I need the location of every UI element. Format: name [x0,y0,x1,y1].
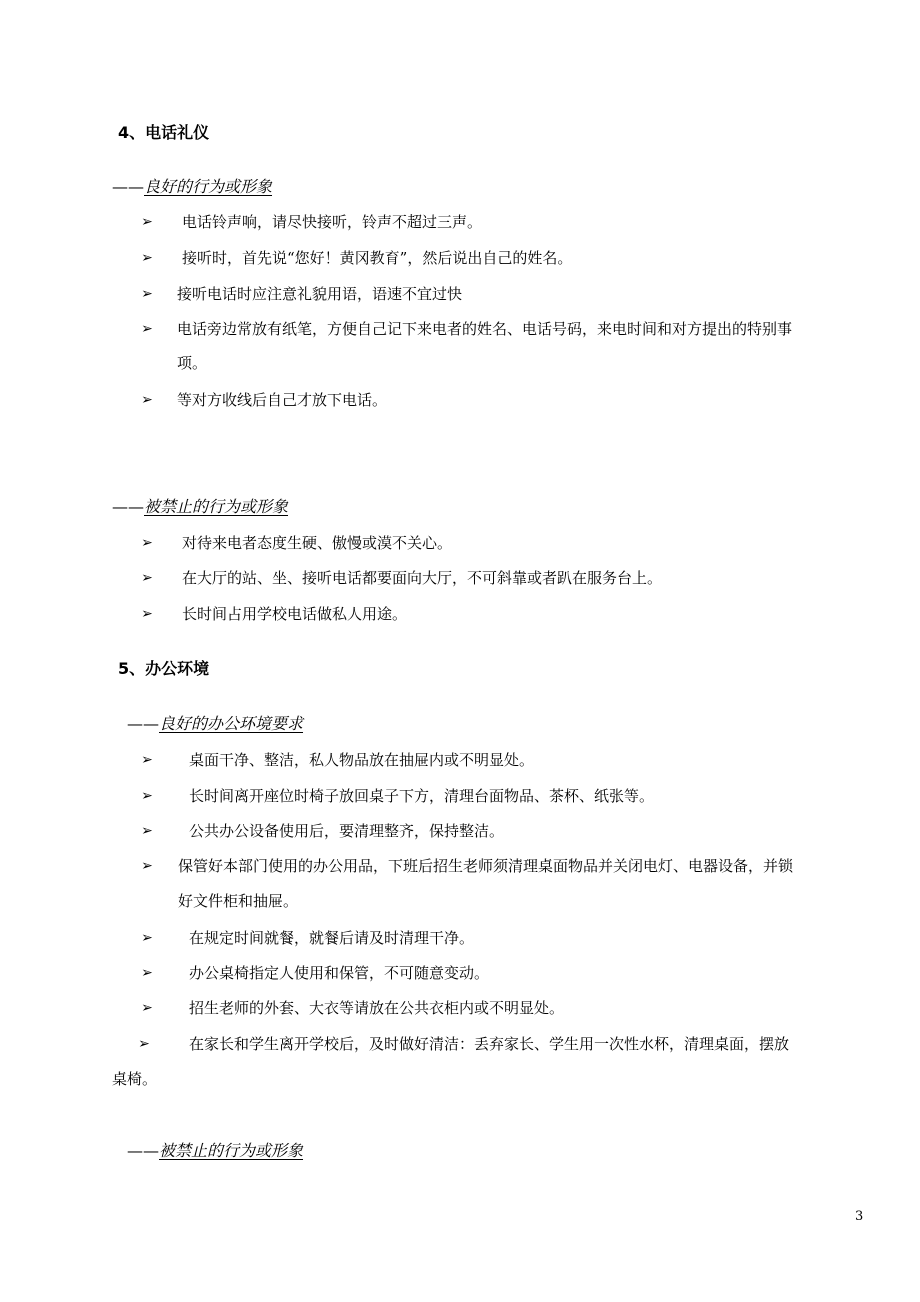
list-item: 对待来电者态度生硬、傲慢或漠不关心。 [182,534,453,552]
list-item: 在规定时间就餐，就餐后请及时清理干净。 [189,929,475,947]
page-number: 3 [855,1209,864,1224]
subheading-label: 被禁止的行为或形象 [159,1141,304,1160]
list-item: 电话旁边常放有纸笔，方便自己记下来电者的姓名、电话号码，来电时间和对方提出的特别事 [177,320,793,338]
bullet-icon: ➢ [141,321,153,337]
bullet-icon: ➢ [138,1036,150,1052]
list-item-continuation: 桌椅。 [112,1070,158,1088]
subheading-label: 被禁止的行为或形象 [144,497,289,516]
section-5-good-subheading [127,714,303,734]
bullet-icon: ➢ [141,286,153,302]
list-item: 在家长和学生离开学校后，及时做好清洁：丢弃家长、学生用一次性水杯，清理桌面，摆放 [189,1035,790,1053]
bullet-icon: ➢ [141,788,153,804]
list-item: 电话铃声响，请尽快接听，铃声不超过三声。 [182,213,483,231]
section-5-title: 5、办公环境 [118,659,210,678]
list-item-continuation: 项。 [177,354,208,372]
section-5-bad-subheading [127,1141,303,1161]
list-item: 公共办公设备使用后，要清理整齐，保持整洁。 [189,822,505,840]
list-item: 接听时，首先说“您好！黄冈教育”，然后说出自己的姓名。 [182,249,573,267]
bullet-icon: ➢ [141,1000,153,1016]
dash: —— [127,1141,159,1160]
list-item: 保管好本部门使用的办公用品，下班后招生老师须清理桌面物品并关闭电灯、电器设备，并锁 [178,857,794,875]
section-4-good-subheading [112,177,272,197]
bullet-icon: ➢ [141,965,153,981]
list-item: 招生老师的外套、大衣等请放在公共衣柜内或不明显处。 [189,999,565,1017]
subheading-label: 良好的办公环境要求 [159,714,304,733]
list-item-continuation: 好文件柜和抽屉。 [178,892,299,910]
bullet-icon: ➢ [141,823,153,839]
dash: —— [112,497,144,516]
dash: —— [127,714,159,733]
list-item: 接听电话时应注意礼貌用语，语速不宜过快 [177,285,463,303]
bullet-icon: ➢ [141,392,153,408]
section-4-bad-subheading [112,497,288,517]
dash: —— [112,177,144,196]
bullet-icon: ➢ [141,606,153,622]
list-item: 长时间离开座位时椅子放回桌子下方，清理台面物品、茶杯、纸张等。 [189,787,655,805]
list-item: 办公桌椅指定人使用和保管，不可随意变动。 [189,964,490,982]
list-item: 在大厅的站、坐、接听电话都要面向大厅，不可斜靠或者趴在服务台上。 [182,569,663,587]
subheading-label: 良好的行为或形象 [144,177,273,196]
bullet-icon: ➢ [141,930,153,946]
list-item: 桌面干净、整洁，私人物品放在抽屉内或不明显处。 [189,751,535,769]
bullet-icon: ➢ [141,250,153,266]
section-4-title: 4、电话礼仪 [118,123,210,142]
bullet-icon: ➢ [141,570,153,586]
list-item: 等对方收线后自己才放下电话。 [177,391,388,409]
bullet-icon: ➢ [141,214,153,230]
bullet-icon: ➢ [141,752,153,768]
list-item: 长时间占用学校电话做私人用途。 [182,605,408,623]
bullet-icon: ➢ [141,858,153,874]
bullet-icon: ➢ [141,535,153,551]
